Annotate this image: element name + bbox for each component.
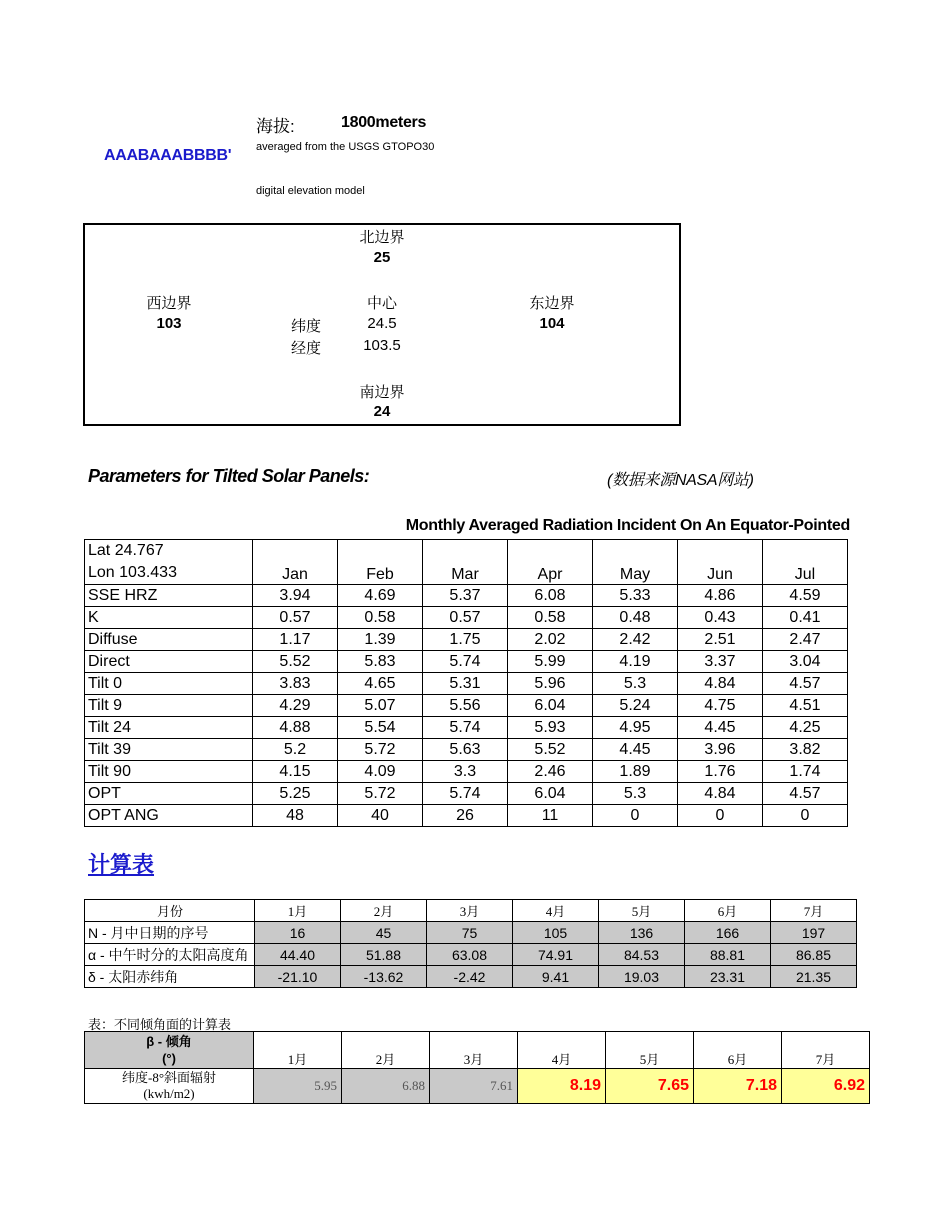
radiation-value-cell[interactable]: 5.74 (423, 717, 508, 739)
radiation-row-label: Tilt 9 (85, 695, 253, 717)
radiation-row-label: Tilt 0 (85, 673, 253, 695)
month-header: Mar (423, 540, 508, 585)
calc-row-label: α - 中午时分的太阳高度角 (85, 944, 255, 966)
radiation-value-cell[interactable]: 0.57 (423, 607, 508, 629)
month-header: 1月 (254, 1032, 342, 1069)
tilt-table (84, 1031, 870, 1104)
radiation-row (85, 585, 848, 607)
radiation-value-cell[interactable]: 4.88 (253, 717, 338, 739)
altitude-value: 1800meters (341, 114, 427, 131)
calc-value-cell[interactable]: 51.88 (341, 944, 427, 966)
radiation-value-cell[interactable]: 5.96 (508, 673, 593, 695)
radiation-value-cell[interactable]: 5.3 (593, 783, 678, 805)
radiation-value-cell[interactable]: 5.52 (508, 739, 593, 761)
radiation-row-label: K (85, 607, 253, 629)
radiation-value-cell[interactable]: 4.45 (678, 717, 763, 739)
calc-value-cell[interactable]: 197 (771, 922, 857, 944)
center-label: 中心 (366, 295, 397, 312)
north-value: 25 (373, 249, 391, 266)
radiation-value-cell[interactable]: 5.2 (253, 739, 338, 761)
radiation-value-cell[interactable]: 2.46 (508, 761, 593, 783)
radiation-value-cell[interactable]: 4.65 (338, 673, 423, 695)
radiation-value-cell[interactable]: 5.07 (338, 695, 423, 717)
radiation-value-cell[interactable]: 4.84 (678, 783, 763, 805)
calc-row-label: δ - 太阳赤纬角 (85, 966, 255, 988)
radiation-value-cell[interactable]: 5.24 (593, 695, 678, 717)
east-value: 104 (539, 315, 565, 332)
radiation-value-cell[interactable]: 4.69 (338, 585, 423, 607)
radiation-value-cell[interactable]: 4.15 (253, 761, 338, 783)
radiation-value-cell[interactable]: 4.45 (593, 739, 678, 761)
radiation-row-label: Tilt 90 (85, 761, 253, 783)
lat-text: Lat 24.767 (88, 542, 164, 559)
month-header: 7月 (771, 900, 857, 922)
radiation-value-cell[interactable]: 2.02 (508, 629, 593, 651)
calc-body (85, 922, 857, 988)
radiation-row (85, 607, 848, 629)
radiation-value-cell[interactable]: 0.41 (763, 607, 848, 629)
tilt-header-line1: β - 倾角 (146, 1034, 192, 1049)
calc-value-cell[interactable]: 21.35 (771, 966, 857, 988)
radiation-row (85, 673, 848, 695)
tilt-row-label-line1: 纬度-8°斜面辐射 (121, 1070, 217, 1085)
radiation-value-cell[interactable]: 0.48 (593, 607, 678, 629)
radiation-value-cell[interactable]: 1.17 (253, 629, 338, 651)
altitude-label: 海拔: (256, 117, 295, 136)
radiation-value-cell[interactable]: 5.63 (423, 739, 508, 761)
month-header: Jan (253, 540, 338, 585)
bounds-box (83, 223, 681, 426)
radiation-value-cell[interactable]: 4.57 (763, 673, 848, 695)
tilt-header-row (85, 1032, 870, 1069)
month-header: 2月 (341, 900, 427, 922)
radiation-value-cell[interactable]: 1.76 (678, 761, 763, 783)
radiation-value-cell[interactable]: 4.25 (763, 717, 848, 739)
radiation-value-cell[interactable]: 40 (338, 805, 423, 827)
tilt-header-label (85, 1032, 254, 1069)
calc-value-cell[interactable]: 9.41 (513, 966, 599, 988)
radiation-row (85, 717, 848, 739)
month-header: 1月 (255, 900, 341, 922)
source-note: (数据来源NASA网站) (607, 472, 754, 489)
calc-header-label: 月份 (85, 900, 255, 922)
radiation-value-cell[interactable]: 3.83 (253, 673, 338, 695)
month-header: 3月 (427, 900, 513, 922)
radiation-value-cell[interactable]: 6.08 (508, 585, 593, 607)
calc-table (84, 899, 857, 988)
radiation-value-cell[interactable]: 1.39 (338, 629, 423, 651)
tilt-value-cell[interactable]: 6.88 (342, 1069, 430, 1104)
radiation-value-cell[interactable]: 0.43 (678, 607, 763, 629)
radiation-value-cell[interactable]: 4.84 (678, 673, 763, 695)
radiation-value-cell[interactable]: 4.51 (763, 695, 848, 717)
radiation-value-cell[interactable]: 3.82 (763, 739, 848, 761)
calc-value-cell[interactable]: -13.62 (341, 966, 427, 988)
radiation-row-label: Direct (85, 651, 253, 673)
radiation-value-cell[interactable]: 1.74 (763, 761, 848, 783)
tilt-row-label (85, 1069, 254, 1104)
radiation-row (85, 695, 848, 717)
radiation-value-cell[interactable]: 6.04 (508, 695, 593, 717)
radiation-row-label: OPT ANG (85, 805, 253, 827)
lon-value: 103.5 (363, 337, 401, 354)
calc-value-cell[interactable]: 23.31 (685, 966, 771, 988)
radiation-value-cell[interactable]: 1.75 (423, 629, 508, 651)
month-header: Jun (678, 540, 763, 585)
calc-value-cell[interactable]: -21.10 (255, 966, 341, 988)
radiation-value-cell[interactable]: 4.57 (763, 783, 848, 805)
radiation-value-cell[interactable]: 3.3 (423, 761, 508, 783)
calc-value-cell[interactable]: 75 (427, 922, 513, 944)
radiation-row-label: Diffuse (85, 629, 253, 651)
radiation-value-cell[interactable]: 4.95 (593, 717, 678, 739)
radiation-table-title: Monthly Averaged Radiation Incident On An Equator-Pointed (405, 517, 850, 534)
radiation-row (85, 651, 848, 673)
radiation-value-cell[interactable]: 0 (593, 805, 678, 827)
radiation-value-cell[interactable]: 4.59 (763, 585, 848, 607)
tilt-value-cell-highlight[interactable]: 7.65 (606, 1069, 694, 1104)
radiation-value-cell[interactable]: 48 (253, 805, 338, 827)
radiation-value-cell[interactable]: 4.09 (338, 761, 423, 783)
calc-row (85, 966, 857, 988)
lat-value: 24.5 (367, 315, 397, 332)
radiation-value-cell[interactable]: 3.04 (763, 651, 848, 673)
month-header: 6月 (685, 900, 771, 922)
radiation-value-cell[interactable]: 5.99 (508, 651, 593, 673)
calc-value-cell[interactable]: 45 (341, 922, 427, 944)
lon-label: 经度 (290, 340, 321, 357)
tilt-value-cell-highlight[interactable]: 7.18 (694, 1069, 782, 1104)
west-value: 103 (156, 315, 182, 332)
radiation-value-cell[interactable]: 26 (423, 805, 508, 827)
month-header: 3月 (430, 1032, 518, 1069)
calc-value-cell[interactable]: 44.40 (255, 944, 341, 966)
radiation-value-cell[interactable]: 4.19 (593, 651, 678, 673)
tilt-value-cell[interactable]: 7.61 (430, 1069, 518, 1104)
calc-value-cell[interactable]: 16 (255, 922, 341, 944)
calc-value-cell[interactable]: 86.85 (771, 944, 857, 966)
calc-row-label: N - 月中日期的序号 (85, 922, 255, 944)
month-header: May (593, 540, 678, 585)
calc-value-cell[interactable]: 136 (599, 922, 685, 944)
radiation-value-cell[interactable]: 3.94 (253, 585, 338, 607)
month-header: 5月 (606, 1032, 694, 1069)
radiation-value-cell[interactable]: 5.72 (338, 739, 423, 761)
radiation-row (85, 805, 848, 827)
radiation-row-label: OPT (85, 783, 253, 805)
radiation-value-cell[interactable]: 2.42 (593, 629, 678, 651)
west-label: 西边界 (146, 295, 192, 312)
month-header: 2月 (342, 1032, 430, 1069)
radiation-value-cell[interactable]: 5.74 (423, 651, 508, 673)
site-code: AAABAAABBBB' (104, 147, 232, 164)
radiation-row (85, 739, 848, 761)
radiation-value-cell[interactable]: 0 (678, 805, 763, 827)
calc-value-cell[interactable]: 74.91 (513, 944, 599, 966)
month-header: Apr (508, 540, 593, 585)
tilt-value-cell[interactable]: 5.95 (254, 1069, 342, 1104)
radiation-value-cell[interactable]: 5.72 (338, 783, 423, 805)
calc-value-cell[interactable]: 166 (685, 922, 771, 944)
radiation-row (85, 629, 848, 651)
month-header: 4月 (513, 900, 599, 922)
radiation-table (84, 539, 848, 827)
south-value: 24 (373, 403, 391, 420)
radiation-row (85, 761, 848, 783)
calc-row (85, 922, 857, 944)
radiation-value-cell[interactable]: 2.51 (678, 629, 763, 651)
calc-value-cell[interactable]: 63.08 (427, 944, 513, 966)
month-header: 5月 (599, 900, 685, 922)
calc-value-cell[interactable]: 88.81 (685, 944, 771, 966)
calc-value-cell[interactable]: 19.03 (599, 966, 685, 988)
radiation-value-cell[interactable]: 3.37 (678, 651, 763, 673)
radiation-value-cell[interactable]: 5.56 (423, 695, 508, 717)
east-label: 东边界 (529, 295, 575, 312)
radiation-value-cell[interactable]: 5.83 (338, 651, 423, 673)
month-header: 4月 (518, 1032, 606, 1069)
tilt-value-cell-highlight[interactable]: 8.19 (518, 1069, 606, 1104)
radiation-value-cell[interactable]: 0.58 (338, 607, 423, 629)
radiation-value-cell[interactable]: 6.04 (508, 783, 593, 805)
radiation-value-cell[interactable]: 5.93 (508, 717, 593, 739)
radiation-value-cell[interactable]: 3.96 (678, 739, 763, 761)
calc-value-cell[interactable]: 84.53 (599, 944, 685, 966)
tilt-header-line2: (°) (162, 1051, 176, 1066)
radiation-value-cell[interactable]: 0.58 (508, 607, 593, 629)
radiation-row-label: SSE HRZ (85, 585, 253, 607)
month-header: 6月 (694, 1032, 782, 1069)
radiation-value-cell[interactable]: 5.25 (253, 783, 338, 805)
radiation-body (85, 585, 848, 827)
tilt-data-row (85, 1069, 870, 1104)
tilt-caption: 表：不同倾角面的计算表 (88, 1017, 232, 1032)
radiation-value-cell[interactable]: 5.33 (593, 585, 678, 607)
radiation-value-cell[interactable]: 4.75 (678, 695, 763, 717)
radiation-value-cell[interactable]: 5.31 (423, 673, 508, 695)
lat-lon-cell (85, 540, 253, 585)
radiation-row-label: Tilt 39 (85, 739, 253, 761)
section-title: Parameters for Tilted Solar Panels: (88, 466, 370, 486)
calc-value-cell[interactable]: -2.42 (427, 966, 513, 988)
altitude-note-line2: digital elevation model (256, 185, 365, 197)
radiation-row-label: Tilt 24 (85, 717, 253, 739)
lat-label: 纬度 (290, 318, 321, 335)
radiation-value-cell[interactable]: 5.3 (593, 673, 678, 695)
north-label: 北边界 (359, 229, 405, 246)
radiation-value-cell[interactable]: 0 (763, 805, 848, 827)
radiation-value-cell[interactable]: 5.37 (423, 585, 508, 607)
tilt-value-cell-highlight[interactable]: 6.92 (782, 1069, 870, 1104)
radiation-value-cell[interactable]: 5.52 (253, 651, 338, 673)
radiation-value-cell[interactable]: 4.86 (678, 585, 763, 607)
radiation-value-cell[interactable]: 5.74 (423, 783, 508, 805)
month-header: Jul (763, 540, 848, 585)
radiation-header-row (85, 540, 848, 585)
tilt-row-label-line2: (kwh/m2) (143, 1086, 195, 1101)
lon-text: Lon 103.433 (88, 564, 177, 581)
calc-row (85, 944, 857, 966)
radiation-value-cell[interactable]: 4.29 (253, 695, 338, 717)
calc-header-row (85, 900, 857, 922)
radiation-value-cell[interactable]: 5.54 (338, 717, 423, 739)
month-header: 7月 (782, 1032, 870, 1069)
altitude-note-line1: averaged from the USGS GTOPO30 (256, 141, 435, 153)
radiation-row (85, 783, 848, 805)
calc-value-cell[interactable]: 105 (513, 922, 599, 944)
radiation-value-cell[interactable]: 1.89 (593, 761, 678, 783)
radiation-value-cell[interactable]: 2.47 (763, 629, 848, 651)
radiation-value-cell[interactable]: 0.57 (253, 607, 338, 629)
radiation-value-cell[interactable]: 11 (508, 805, 593, 827)
month-header: Feb (338, 540, 423, 585)
south-label: 南边界 (359, 384, 405, 401)
calc-title[interactable]: 计算表 (88, 852, 155, 877)
